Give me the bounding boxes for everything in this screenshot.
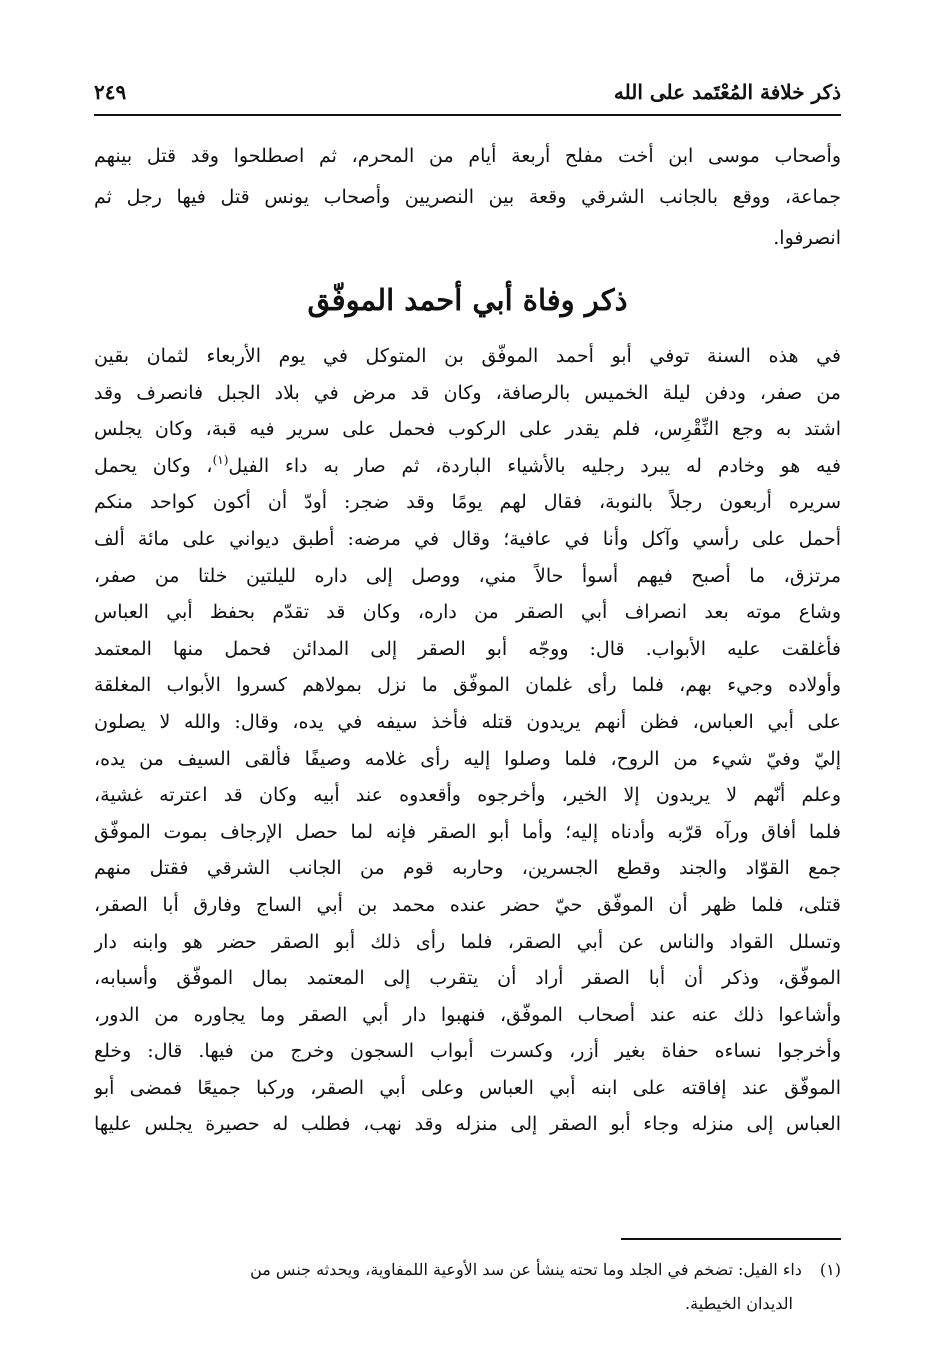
running-title: ذكر خلافة المُعْتَمد على الله (613, 80, 841, 104)
text-line: الموفّق، وذكر أن أبا الصقر أراد أن يتقرب إلى المعتمد بمال الموفّق وأسبابه، (94, 967, 841, 990)
footnote-divider (621, 1238, 841, 1240)
text-line: في هذه السنة توفي أبو أحمد الموفّق بن المتوكل في يوم الأربعاء لثمان بقين (94, 345, 841, 367)
text-line: مرتزق، ما أصبح فيهم أسوأ حالاً مني، ووصل إلى داره لليلتين خلتا من صفر، (94, 564, 841, 587)
text-line: وأصحاب موسى ابن أخت مفلح أربعة أيام من المحرم، ثم اصطلحوا وقد قتل بينهم (94, 145, 841, 167)
intro-paragraph (94, 136, 841, 259)
text-line: وأشاعوا ذلك عنه عند أصحاب الموفّق، فنهبوا دار أبي الصقر وما يجاوره من الدور، (94, 1003, 841, 1026)
text-line: قتلى، فلما ظهر أن الموفّق حيّ حضر عنده محمد بن أبي الساج وفارق أبا الصقر، (94, 893, 841, 916)
text-line: وأخرجوا نساءه حفاة بغير أزر، وكسرت أبواب السجون وخرج من فيها. قال: وخلع (94, 1040, 841, 1063)
text-line: فلما أفاق ورآه قرّبه وأدناه إليه؛ وأما أبو الصقر فإنه لما حصل الإرجاف بموت الموفّق (94, 820, 841, 843)
text-line: وعلم أنّهم لا يريدون إلا الخير، وأخرجوه وأقعدوه عند أبيه وكان قد اعترته غشية، (94, 784, 841, 807)
text-line: الموفّق عند إفاقته على ابنه أبي العباس وعلى أبي الصقر، وركبا جميعًا فمضى أبو (94, 1076, 841, 1099)
text-line: جمع القوّاد والجند وقطع الجسرين، وحاربه قوم من الجانب الشرقي فقتل منهم (94, 857, 841, 880)
text-line: وأولاده وجيء بهم، فلما رأى غلمان الموفّق ما نزل بمولاهم كسروا الأبواب المغلقة (94, 674, 841, 697)
text-line: اشتد به وجع النِّقْرِس، فلم يقدر على الركوب فحمل على سرير فيه قبة، وكان يجلس (94, 418, 841, 441)
text-line: إليّ وفيّ شيء من الروح، فلما وصلوا إليه رأى غلامه وصيفًا فألقى السيف من يده، (94, 747, 841, 770)
text-line: أحمل على رأسي وآكل وأنا في عافية؛ وقال في مرضه: أطبق ديواني على مائة ألف (94, 527, 841, 550)
text-line-with-footnote (94, 448, 841, 485)
text-line: فأغلقت عليه الأبواب. قال: ووجّه أبو الصقر إلى المدائن فحمل منها المعتمد (94, 637, 841, 660)
body-paragraph (94, 338, 841, 1143)
running-header (94, 78, 841, 116)
text-line: على أبي العباس، فظن أنهم يريدون قتله فأخذ سيفه في يده، وقال: والله لا يصلون (94, 710, 841, 733)
text-line: من صفر، ودفن ليلة الخميس بالرصافة، وكان قد مرض في بلاد الجبل فانصرف وقد (94, 381, 841, 404)
text-line: وتسلل القواد والناس عن أبي الصقر، فلما رأى ذلك أبو الصقر حضر هو وابنه دار (94, 930, 841, 953)
text-line: انصرفوا. (773, 227, 841, 249)
footnote-reference: (١) (212, 452, 229, 467)
footnote-marker: (١) (819, 1260, 841, 1279)
footnote (94, 1253, 841, 1321)
text-line: سريره أربعون رجلاً بالنوبة، فقال لهم يومًا وقد ضجر: أودّ أن أكون كواحد منكم (94, 491, 841, 514)
text-segment: ، وكان يحمل (94, 454, 213, 477)
text-line: جماعة، ووقع بالجانب الشرقي وقعة بين النصريين وأصحاب يونس قتل فيها رجل ثم (94, 186, 841, 208)
text-line: وشاع موته بعد انصراف أبي الصقر من داره، وكان قد تقدّم بحفظ أبي العباس (94, 601, 841, 624)
footnote-line (94, 1253, 841, 1287)
page-number: ٢٤٩ (94, 80, 127, 104)
footnote-text: داء الفيل: تضخم في الجلد وما تحته ينشأ عن سد الأوعية اللمفاوية، ويحدثه جنس من (250, 1260, 802, 1279)
footnote-line: الديدان الخيطية. (685, 1294, 793, 1313)
text-line: العباس إلى منزله وجاء أبو الصقر إلى منزله وقد نهب، فطلب له حصيرة يجلس عليها (94, 1113, 841, 1136)
section-title: ذكر وفاة أبي أحمد الموفّق (307, 283, 628, 317)
text-segment: فيه هو وخادم له يبرد رجليه بالأشياء الباردة، ثم صار به داء الفيل (228, 454, 841, 477)
